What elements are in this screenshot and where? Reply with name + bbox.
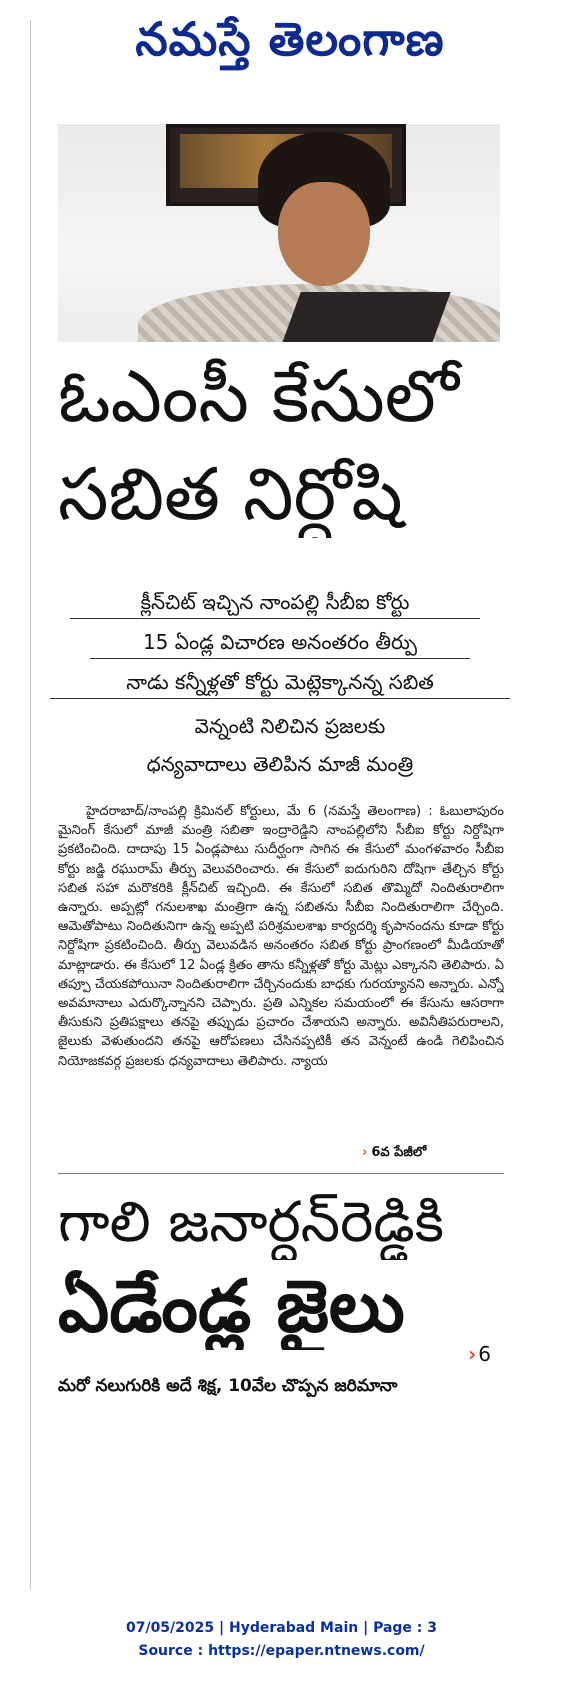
- deck-line-1: క్లీన్‌చిట్ ఇచ్చిన నాంపల్లి సీబీఐ కోర్టు: [70, 586, 480, 619]
- masthead-title: నమస్తే తెలంగాణ: [135, 12, 445, 66]
- chevron-right-icon: ›: [362, 1145, 368, 1160]
- story-divider: [58, 1173, 504, 1174]
- second-headline-line-1: గాలి జనార్దన్‌రెడ్డికి: [58, 1190, 444, 1255]
- article-body: [58, 802, 504, 1150]
- page-ref-number: 6: [478, 1342, 491, 1366]
- deck-line-5: ధన్యవాదాలు తెలిపిన మాజీ మంత్రి: [146, 752, 414, 776]
- article-paragraph: హైదరాబాద్/నాంపల్లి క్రిమినల్ కోర్టులు, మే 6 (నమస్తే తెలంగాణ) : ఓబులాపురం మైనింగ్ కేసులో మాజీ మంత్రి సబితా ఇంద్రారెడ్డిని నాంపల్లిలోని సీబీఐ కోర్టు నిర్దోషిగా ప్రకటించింది. దాదాపు 15 ఏండ్లపాటు సుదీర్ఘంగా సాగిన ఈ కేసులో మంగళవారం సీబీఐ కోర్టు జడ్జి రఘురామ్ తీర్పు వెలువరించారు. ఈ కేసులో ఐదుగురిని దోషిగా తేల్చిన కోర్టు సబిత సహా మరొకరికి క్లీన్‌చిట్ ఇచ్చింది. ఈ కేసులో సబిత తొమ్మిదో నిందితురాలిగా ఉన్నారు. అప్పట్లో గనులశాఖ మంత్రిగా ఉన్న సబితను సీబీఐ నిందితురాలిగా చేర్చింది. ఆమెతోపాటు నిందితునిగా ఉన్న అప్పటి పరిశ్రమలశాఖ కార్యదర్శి కృపానందను కూడా కోర్టు నిర్దోషిగా ప్రకటించింది. తీర్పు వెలువడిన అనంతరం సబిత కోర్టు ప్రాంగణంలో మీడియాతో మాట్లాడారు. ఈ కేసులో 12 ఏండ్ల క్రితం తాను కన్నీళ్లతో కోర్టు మెట్లు ఎక్కానని తెలిపారు. ఏ తప్పూ చేయకపోయినా నిందితురాలిగా చేర్చినందుకు బాధకు గురయ్యానని అన్నారు. ఎన్నో అవమానాలు ఎదుర్కొన్నానని చెప్పారు. ప్రతి ఎన్నికల సమయంలో ఈ కేసును ఆసరాగా తీసుకుని ప్రతిపక్షాలు తనపై తప్పుడు ప్రచారం చేశాయని అన్నారు. అవినీతిపరురాలని, జైలుకు వెళుతుందని తనపై ఆరోపణలు చేసినప్పటికీ తన వెన్నంటే ఉండి గెలిపించిన నియోజకవర్గ ప్రజలకు ధన్యవాదాలు తెలిపారు. న్యాయ: [58, 804, 504, 1069]
- headline-line-1: ఓఎంసీ కేసులో: [58, 354, 459, 438]
- footer-edition-info: 07/05/2025 | Hyderabad Main | Page : 3: [125, 1620, 438, 1636]
- jump-label: 6వ పేజీలో: [371, 1145, 427, 1160]
- continued-jump[interactable]: [362, 1145, 426, 1163]
- chevron-right-icon: ›: [468, 1342, 477, 1366]
- photo-figure-shawl: [275, 292, 450, 342]
- photo-figure-face: [278, 182, 370, 286]
- column-rule: [30, 20, 31, 1590]
- article-photo: [58, 124, 500, 342]
- deck-line-4: వెన్నంటి నిలిచిన ప్రజలకు: [194, 714, 386, 738]
- footer-source-link[interactable]: Source : https://epaper.ntnews.com/: [138, 1643, 425, 1659]
- second-story-deck: మరో నలుగురికి అదే శిక్ష, 10వేల చొప్పన జరిమానా: [58, 1376, 398, 1396]
- deck-line-3: నాడు కన్నీళ్లతో కోర్టు మెట్లెక్కానన్న సబిత: [50, 666, 510, 699]
- second-story-page-ref[interactable]: [468, 1342, 491, 1366]
- deck-line-2: 15 ఏండ్ల విచారణ అనంతరం తీర్పు: [90, 626, 470, 659]
- headline-line-2: సబిత నిర్దోషి: [58, 452, 403, 536]
- second-headline-line-2: ఏడేండ్ల జైలు: [58, 1264, 405, 1348]
